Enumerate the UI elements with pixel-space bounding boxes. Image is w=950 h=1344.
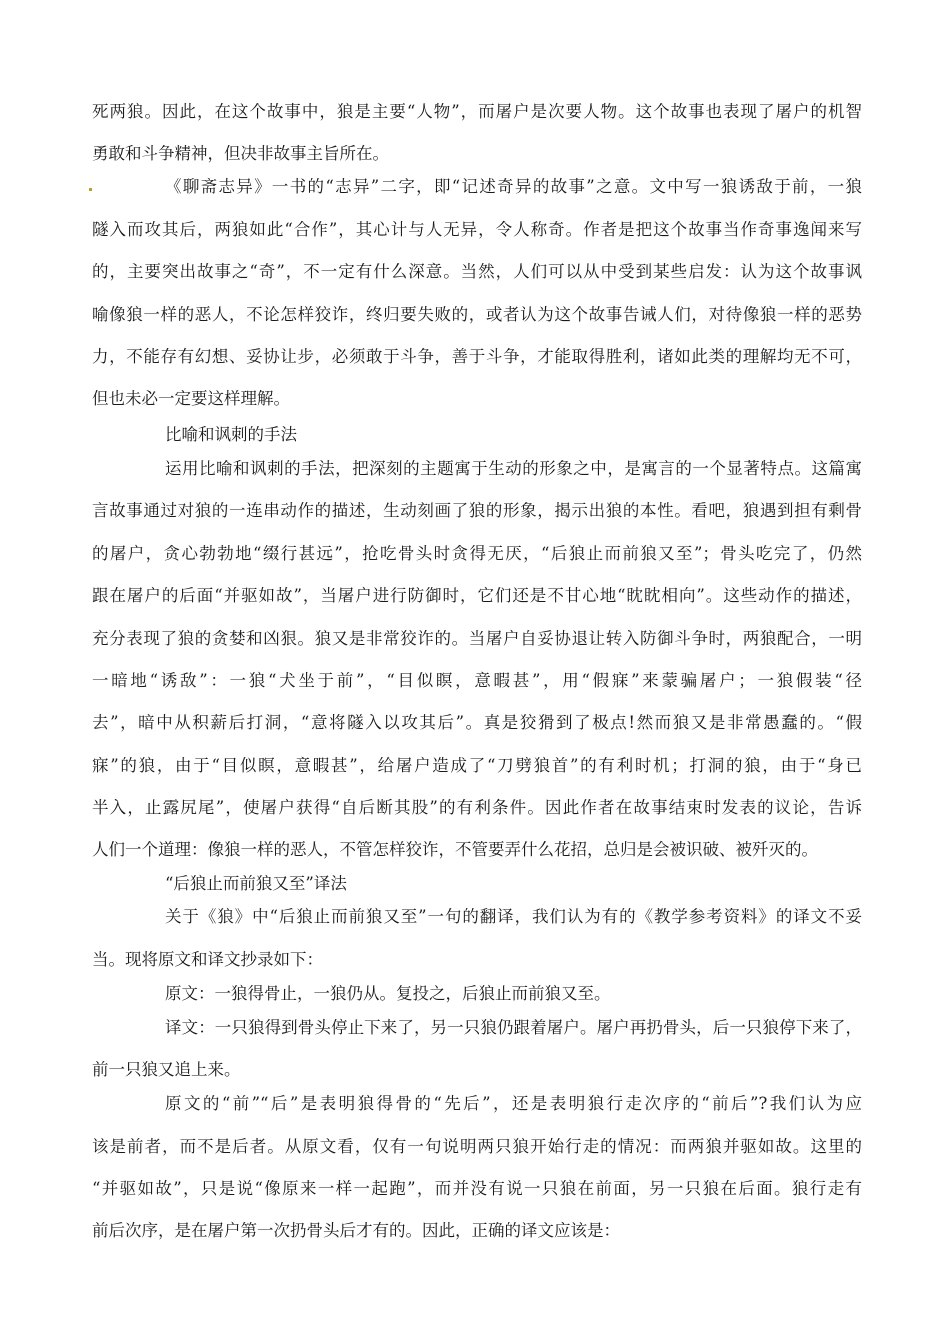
text-line: 但也未必一定要这样理解。 <box>92 389 290 408</box>
text-line: 死两狼。因此，在这个故事中，狼是主要“人物”，而屠户是次要人物。这个故事也表现了屠户的机智 <box>92 102 862 121</box>
text-line: 原文：一狼得骨止，一狼仍从。复投之，后狼止而前狼又至。 <box>165 984 611 1003</box>
text-line: 寐”的狼，由于“目似瞑，意暇甚”，给屠户造成了“刀劈狼首”的有利时机；打洞的狼，由于“身已 <box>92 756 862 775</box>
text-line: 该是前者，而不是后者。从原文看，仅有一句说明两只狼开始行走的情况：而两狼并驱如故。这里的 <box>92 1137 862 1156</box>
text-line: 隧入而攻其后，两狼如此“合作”，其心计与人无异，令人称奇。作者是把这个故事当作奇事逸闻来写 <box>92 220 862 239</box>
text-line: “并驱如故”，只是说“像原来一样一起跑”，而并没有说一只狼在前面，另一只狼在后面。狼行走有 <box>92 1179 862 1198</box>
text-line: 跟在屠户的后面“并驱如故”，当屠户进行防御时，它们还是不甘心地“眈眈相向”。这些动作的描述， <box>92 586 862 605</box>
text-line: 关于《狼》中“后狼止而前狼又至”一句的翻译，我们认为有的《教学参考资料》的译文不妥 <box>165 907 862 926</box>
text-line: 原文的“前”“后”是表明狼得骨的“先后”，还是表明狼行走次序的“前后”?我们认为应 <box>165 1094 862 1113</box>
text-line: 《聊斋志异》一书的“志异”二字，即“记述奇异的故事”之意。文中写一狼诱敌于前，一狼 <box>165 177 862 196</box>
section-heading: 比喻和讽刺的手法 <box>165 425 297 444</box>
text-line: 一暗地“诱敌”：一狼“犬坐于前”，“目似瞑，意暇甚”，用“假寐”来蒙骗屠户；一狼假装“径 <box>92 671 862 690</box>
text-line: 勇敢和斗争精神，但决非故事主旨所在。 <box>92 144 389 163</box>
text-line: 半入，止露尻尾”，使屠户获得“自后断其股”的有利条件。因此作者在故事结束时发表的议论，告诉 <box>92 798 862 817</box>
text-line: 去”，暗中从积薪后打洞，“意将隧入以攻其后”。真是狡猾到了极点!然而狼又是非常愚蠢的。“假 <box>92 713 862 732</box>
text-line: 的，主要突出故事之“奇”，不一定有什么深意。当然，人们可以从中受到某些启发：认为这个故事讽 <box>92 262 862 281</box>
text-line: 前一只狼又追上来。 <box>92 1060 241 1079</box>
text-line: 喻像狼一样的恶人，不论怎样狡诈，终归要失败的，或者认为这个故事告诫人们，对待像狼一样的恶势 <box>92 305 862 324</box>
text-line: 当。现将原文和译文抄录如下： <box>92 950 323 969</box>
text-line: 力，不能存有幻想、妥协让步，必须敢于斗争，善于斗争，才能取得胜利，诸如此类的理解均无不可， <box>92 347 862 366</box>
text-line: 充分表现了狼的贪婪和凶狠。狼又是非常狡诈的。当屠户自妥协退让转入防御斗争时，两狼配合，一明 <box>92 629 862 648</box>
text-line: 的屠户，贪心勃勃地“缀行甚远”，抢吃骨头时贪得无厌，“后狼止而前狼又至”；骨头吃完了，仍然 <box>92 544 862 563</box>
text-line: 运用比喻和讽刺的手法，把深刻的主题寓于生动的形象之中，是寓言的一个显著特点。这篇寓 <box>165 459 862 478</box>
text-line: 人们一个道理：像狼一样的恶人，不管怎样狡诈，不管要弄什么花招，总归是会被识破、被歼灭的。 <box>92 840 818 859</box>
margin-marker <box>89 188 92 191</box>
text-line: 译文：一只狼得到骨头停止下来了，另一只狼仍跟着屠户。屠户再扔骨头，后一只狼停下来了， <box>165 1018 862 1037</box>
text-line: 前后次序，是在屠户第一次扔骨头后才有的。因此，正确的译文应该是： <box>92 1221 620 1240</box>
section-heading: “后狼止而前狼又至”译法 <box>165 874 347 893</box>
text-line: 言故事通过对狼的一连串动作的描述，生动刻画了狼的形象，揭示出狼的本性。看吧，狼遇到担有剩骨 <box>92 501 862 520</box>
